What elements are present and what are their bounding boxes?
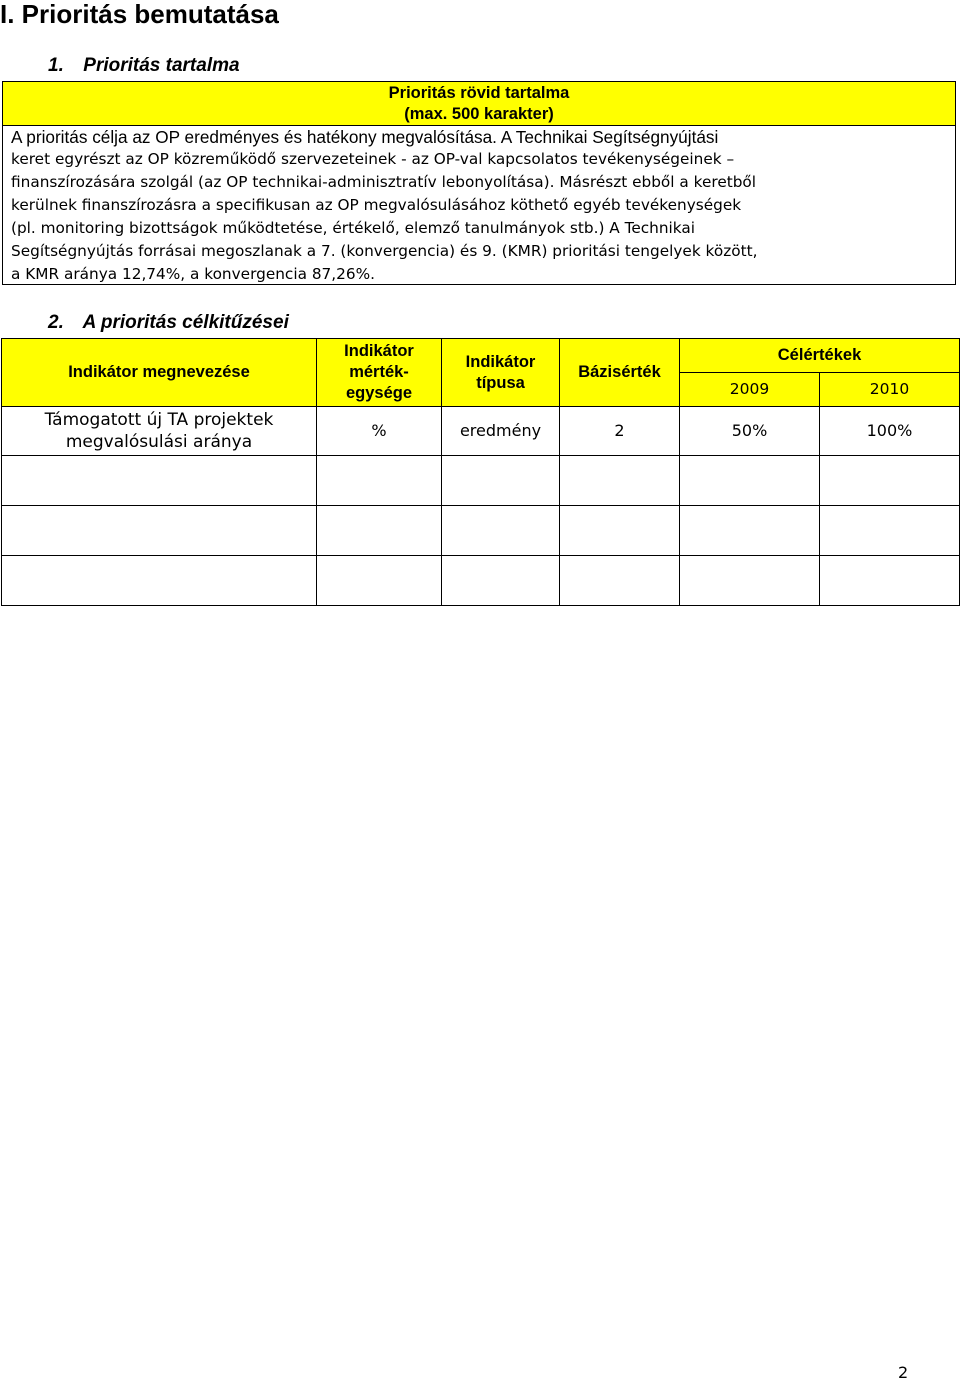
empty-cell — [820, 556, 960, 606]
header-unit-line: mérték- — [349, 363, 409, 381]
indicator-type-cell: eredmény — [442, 407, 560, 456]
header-type-line: Indikátor — [465, 352, 536, 371]
empty-cell — [680, 456, 820, 506]
empty-cell — [317, 506, 442, 556]
section-2-title: A prioritás célkitűzései — [82, 312, 289, 333]
target-2010-cell: 100% — [820, 407, 960, 456]
empty-cell — [820, 456, 960, 506]
indicator-unit-cell: % — [317, 407, 442, 456]
header-unit-line: egysége — [345, 384, 413, 402]
empty-cell — [820, 506, 960, 556]
summary-header-title: Prioritás rövid tartalma — [388, 84, 570, 102]
empty-cell — [2, 506, 317, 556]
empty-cell — [560, 506, 680, 556]
summary-line: A prioritás célja az OP eredményes és hatékony megvalósítása. A Technikai Segítségnyújtási — [11, 127, 719, 147]
empty-cell — [680, 506, 820, 556]
header-type-line: típusa — [476, 373, 525, 392]
header-indicator-name: Indikátor megnevezése — [2, 339, 317, 407]
empty-cell — [560, 556, 680, 606]
indicator-table — [1, 338, 960, 606]
section-2-number: 2. — [48, 312, 64, 333]
summary-line: a KMR aránya 12,74%, a konvergencia 87,26%. — [11, 265, 376, 283]
header-indicator-unit — [317, 339, 442, 407]
header-unit-line: Indikátor — [344, 342, 414, 360]
section-1-title: Prioritás tartalma — [83, 55, 240, 76]
table-row-empty — [2, 556, 960, 606]
indicator-name-cell — [2, 407, 317, 456]
header-target-values: Célértékek — [680, 339, 960, 373]
summary-line: Segítségnyújtás forrásai megoszlanak a 7. (konvergencia) és 9. (KMR) prioritási tengelyek között, — [11, 242, 758, 260]
empty-cell — [2, 556, 317, 606]
summary-line: finanszírozására szolgál (az OP technikai-adminisztratív lebonyolítása). Másrészt ebből a keretből — [11, 173, 757, 191]
empty-cell — [442, 456, 560, 506]
indicator-name-line: megvalósulási aránya — [65, 432, 253, 452]
header-indicator-type — [442, 339, 560, 407]
table-row-empty — [2, 456, 960, 506]
empty-cell — [2, 456, 317, 506]
empty-cell — [442, 506, 560, 556]
empty-cell — [680, 556, 820, 606]
priority-summary-box — [2, 81, 956, 285]
summary-line: keret egyrészt az OP közreműködő szervezeteinek - az OP-val kapcsolatos tevékenységeinek – — [11, 150, 735, 168]
empty-cell — [560, 456, 680, 506]
indicator-name-line: Támogatott új TA projektek — [44, 410, 274, 430]
empty-cell — [442, 556, 560, 606]
table-row-empty — [2, 506, 960, 556]
section-1-number: 1. — [48, 55, 64, 76]
section-2-heading — [48, 310, 289, 336]
header-year-2010: 2010 — [820, 373, 960, 407]
header-year-2009: 2009 — [680, 373, 820, 407]
empty-cell — [317, 456, 442, 506]
summary-line: kerülnek finanszírozásra a specifikusan az OP megvalósulásához köthető egyéb tevékenységek — [11, 196, 742, 214]
header-base-value: Bázisérték — [560, 339, 680, 407]
target-2009-cell: 50% — [680, 407, 820, 456]
main-heading: I. Prioritás bemutatása — [0, 0, 279, 29]
summary-box-header — [3, 82, 955, 126]
section-1-heading — [48, 53, 240, 79]
summary-header-limit: (max. 500 karakter) — [404, 105, 554, 123]
summary-box-body — [3, 126, 955, 286]
table-row — [2, 407, 960, 456]
empty-cell — [317, 556, 442, 606]
base-value-cell: 2 — [560, 407, 680, 456]
page-number: 2 — [898, 1363, 909, 1382]
summary-line: (pl. monitoring bizottságok működtetése, értékelő, elemző tanulmányok stb.) A Technikai — [11, 219, 696, 237]
